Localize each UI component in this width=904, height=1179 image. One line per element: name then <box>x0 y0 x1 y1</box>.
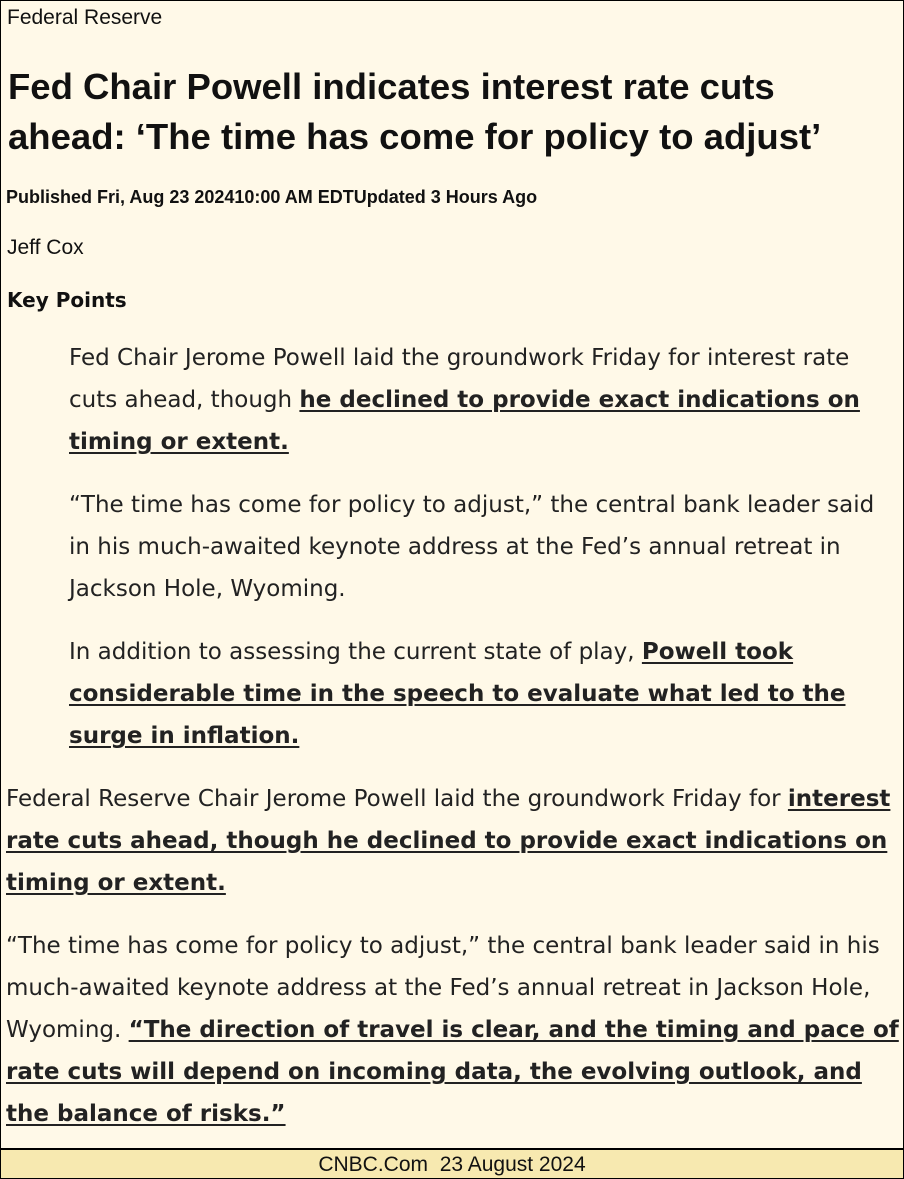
author-byline: Jeff Cox <box>7 236 84 259</box>
key-points-heading: Key Points <box>7 288 127 312</box>
dateline: Published Fri, Aug 23 202410:00 AM EDTUpdated 3 Hours Ago <box>6 187 538 207</box>
key-point-text: “The time has come for policy to adjust,” the central bank leader said in his much-awaited keynote address at the Fed’s annual retreat in Jackson Hole, Wyoming. <box>69 492 875 602</box>
body-paragraph-emphasis: “The direction of travel is clear, and the timing and pace of rate cuts will depend on incoming data, the evolving outlook, and the balance of risks.” <box>6 1017 899 1127</box>
key-point-text: In addition to assessing the current state of play, <box>69 639 642 665</box>
body-paragraph <box>6 925 901 1135</box>
body-paragraph-emphasis: interest rate cuts ahead, though he declined to provide exact indications on timing or extent. <box>6 786 891 896</box>
key-point-emphasis: Powell took considerable time in the speech to evaluate what led to the surge in inflation. <box>69 639 846 749</box>
key-point <box>69 631 889 757</box>
key-point-text: Fed Chair Jerome Powell laid the groundwork Friday for interest rate cuts ahead, though <box>69 345 850 413</box>
source-footer: CNBC.Com 23 August 2024 <box>1 1148 903 1179</box>
body-paragraph-text: Federal Reserve Chair Jerome Powell laid the groundwork Friday for <box>6 786 788 812</box>
body-paragraph <box>6 778 901 904</box>
key-point <box>69 337 889 463</box>
key-point-emphasis: he declined to provide exact indications on timing or extent. <box>69 387 860 455</box>
key-point <box>69 484 889 610</box>
headline: Fed Chair Powell indicates interest rate cuts ahead: ‘The time has come for policy to adjust’ <box>8 66 822 157</box>
body-paragraph-text: “The time has come for policy to adjust,” the central bank leader said in his much-awaited keynote address at the Fed’s annual retreat in Jackson Hole, Wyoming. <box>6 933 880 1043</box>
category-label: Federal Reserve <box>7 6 163 29</box>
